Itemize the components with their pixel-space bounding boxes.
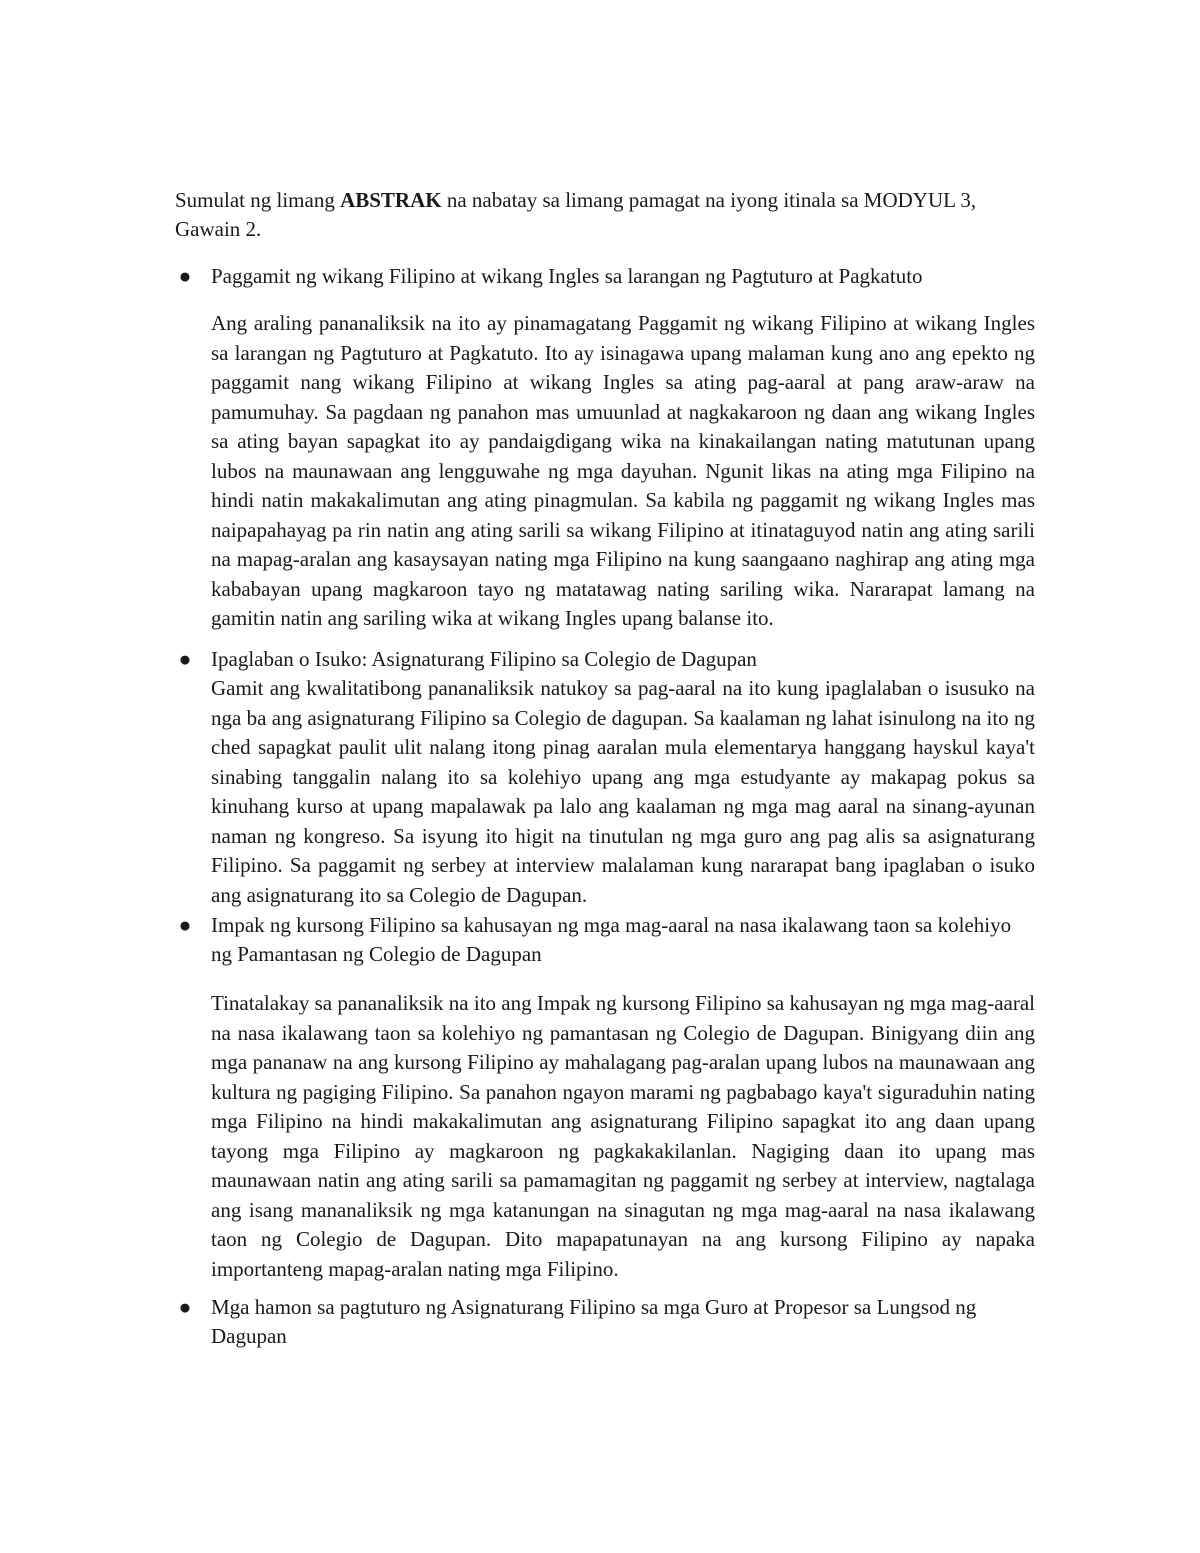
abstract-title: Ipaglaban o Isuko: Asignaturang Filipino sa Colegio de Dagupan — [211, 647, 757, 671]
abstract-body: Ang araling pananaliksik na ito ay pinamagatang Paggamit ng wikang Filipino at wikang Ingles sa larangan ng Pagtuturo at Pagkatuto. Ito ay isinagawa upang malaman kung ano ang epekto ng paggamit nang wikang Filipino at wikang Ingles sa ating pag-aaral at pang araw-araw na pamumuhay. Sa pagdaan ng panahon mas umuunlad at nagkakaroon ng daan ang wikang Ingles sa ating bayan sapagkat ito ay pandaigdigang wika na kinakailangan nating matutunan upang lubos na maunawaan ang lengguwahe ng mga dayuhan. Ngunit likas na ating mga Filipino na hindi natin makakalimutan ang ating pinagmulan. Sa kabila ng paggamit ng wikang Ingles mas naipapahayag pa rin natin ang ating sarili sa wikang Filipino at itinataguyod natin ang ating sarili na mapag-aralan ang kasaysayan nating mga Filipino na kung saangaano naghirap ang ating mga kababayan upang magkaroon tayo ng matatawag nating sariling wika. Nararapat lamang na gamitin natin ang sariling wika at wikang Ingles upang balanse ito. — [211, 311, 1035, 630]
abstract-title: Paggamit ng wikang Filipino at wikang Ingles sa larangan ng Pagtuturo at Pagkatuto — [211, 264, 923, 288]
instruction-text-end: na nabatay sa limang pamagat na iyong itinala sa MODYUL 3, Gawain 2. — [175, 188, 977, 241]
bullet-icon: ● — [178, 1295, 192, 1319]
instruction-keyword: ABSTRAK — [340, 188, 442, 212]
abstract-body: Gamit ang kwalitatibong pananaliksik natukoy sa pag-aaral na ito kung ipaglalaban o isusuko na nga ba ang asignaturang Filipino sa Colegio de dagupan. Sa kaalaman ng lahat isinulong na ito ng ched sapagkat paulit ulit nalang itong pinag aaralan mula elementarya hanggang hayskul kaya't sinabing tanggalin nalang ito sa kolehiyo upang ang mga estudyante ay makapag pokus sa kinuhang kurso at upang mapalawak pa lalo ang kaalaman ng mga mag aaral na sinang-ayunan naman ng kongreso. Sa isyung ito higit na tinutulan ng mga guro ang pag alis sa asignaturang Filipino. Sa paggamit ng serbey at interview malalaman kung nararapat bang ipaglaban o isuko ang asignaturang ito sa Colegio de Dagupan. — [211, 676, 1035, 907]
abstract-item-3 — [175, 911, 1035, 1284]
bullet-icon: ● — [178, 913, 192, 937]
instruction-paragraph — [175, 186, 1035, 244]
abstract-item-1 — [175, 262, 1035, 634]
bullet-title-2 — [175, 645, 1035, 674]
bullet-icon: ● — [178, 264, 192, 288]
abstract-item-4 — [175, 1293, 1035, 1351]
instruction-text-start: Sumulat ng limang — [175, 188, 341, 212]
bullet-title-4 — [175, 1293, 1035, 1351]
bullet-icon: ● — [178, 647, 192, 671]
abstract-title: Mga hamon sa pagtuturo ng Asignaturang Filipino sa mga Guro at Propesor sa Lungsod ng Dagupan — [211, 1295, 977, 1348]
abstract-item-2 — [175, 645, 1035, 910]
bullet-title-3 — [175, 911, 1035, 969]
abstract-title: Impak ng kursong Filipino sa kahusayan ng mga mag-aaral na nasa ikalawang taon sa kolehiyo ng Pamantasan ng Colegio de Dagupan — [211, 913, 1012, 966]
abstract-body: Tinatalakay sa pananaliksik na ito ang Impak ng kursong Filipino sa kahusayan ng mga mag-aaral na nasa ikalawang taon sa kolehiyo ng pamantasan ng Colegio de Dagupan. Binigyang diin ang mga pananaw na ang kursong Filipino ay mahalagang pag-aralan upang lubos na maunawaan ang kultura ng pagiging Filipino. Sa panahon ngayon marami ng pagbabago kaya't siguraduhin nating mga Filipino na hindi makakalimutan ang asignaturang Filipino sapagkat ito ang daan upang tayong mga Filipino ay magkaroon ng pagkakakilanlan. Nagiging daan ito upang mas maunawaan natin ang ating sarili sa pamamagitan ng paggamit ng serbey at interview, nagtalaga ang isang mananaliksik ng mga katanungan na sinagutan ng mga mag-aaral na nasa ikalawang taon ng Colegio de Dagupan. Dito mapapatunayan na ang kursong Filipino ay napaka importanteng mapag-aralan nating mga Filipino. — [211, 991, 1035, 1281]
bullet-title-1 — [175, 262, 1035, 291]
